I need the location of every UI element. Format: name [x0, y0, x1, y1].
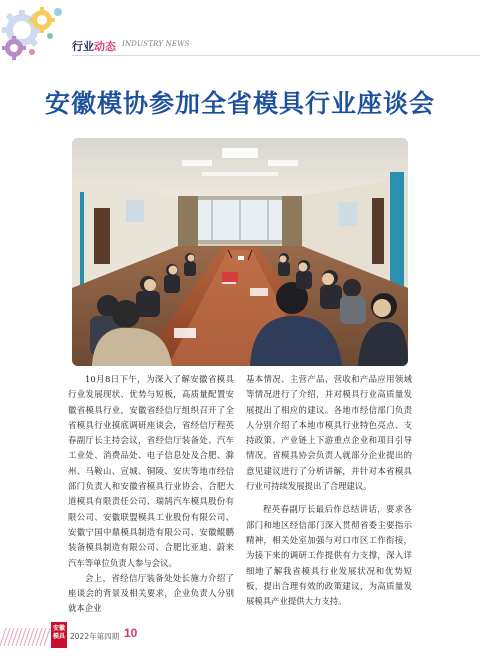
- header-divider: [72, 55, 480, 56]
- section-title-en: INDUSTRY NEWS: [122, 40, 190, 48]
- section-title: [72, 38, 116, 54]
- article-title: 安徽模协参加全省模具行业座谈会: [44, 89, 435, 118]
- article-body-left-column: [68, 372, 234, 617]
- magazine-badge: [51, 622, 67, 648]
- page-number: 10: [124, 626, 138, 640]
- paragraph-1: 10月8日下午，为深入了解安徽省模具行业发展现状、优势与短板，高质量配置安徽省模具行业，安徽省经信厅组织召开了全省模具行业摸底调研座谈会，省经信厅程英春副厅长主持会议，省经信厅装备处、汽车工业处、消费品处、电子信息处及合肥、滁州、马鞍山、宣城、铜陵、安庆等地市经信部门负责人和安徽省模具行业协会、合肥大道模具有限责任公司、瑞鹄汽车模具股份有限公司、安徽联盟模具工业股份有限公司、安徽宁国中鼎模具制造有限公司、安徽鲲鹏装备模具制造有限公司、合肥比亚迪、蔚来汽车等单位负责人参与会议。: [68, 374, 234, 568]
- paragraph-3: 程英春副厅长最后作总结讲话，要求各部门和地区经信部门深入贯彻省委主要指示精神，相关处室加强与对口市区工作衔接，为接下来的调研工作提供有力支撑，深入详细地了解我省模具行业发展状况和优势短板，提出合理有效的政策建议，为高质量发展模具产业提供大力支持。: [246, 504, 412, 607]
- paragraph-2-start: 会上，省经信厅装备处处长施力介绍了座谈会的背景及相关要求，企业负责人分别就本企业: [68, 572, 234, 614]
- footer-hatch-decoration: [0, 628, 50, 646]
- section-title-accent: 动态: [94, 40, 116, 53]
- badge-line-2: 模具: [52, 633, 65, 640]
- gear-cluster-icon: [2, 2, 74, 68]
- issue-label: 2022年第四期: [70, 632, 120, 641]
- badge-line-1: 安徽: [52, 625, 65, 632]
- conference-meeting-photo: [72, 138, 408, 366]
- section-title-main: 行业: [72, 40, 94, 53]
- article-body-right-column: [246, 372, 412, 609]
- paragraph-2-continued: 基本情况、主营产品、营收和产品应用领域等情况进行了介绍，并对模具行业高质量发展提出了相应的建议。各地市经信部门负责人分别介绍了本地市模具行业特色亮点、支持政策、产业链上下游重点企业和项目引导情况。省模具协会负责人就部分企业提出的意见建议进行了分析讲解，并针对本省模具行业可持续发展提出了合理建议。: [246, 374, 412, 492]
